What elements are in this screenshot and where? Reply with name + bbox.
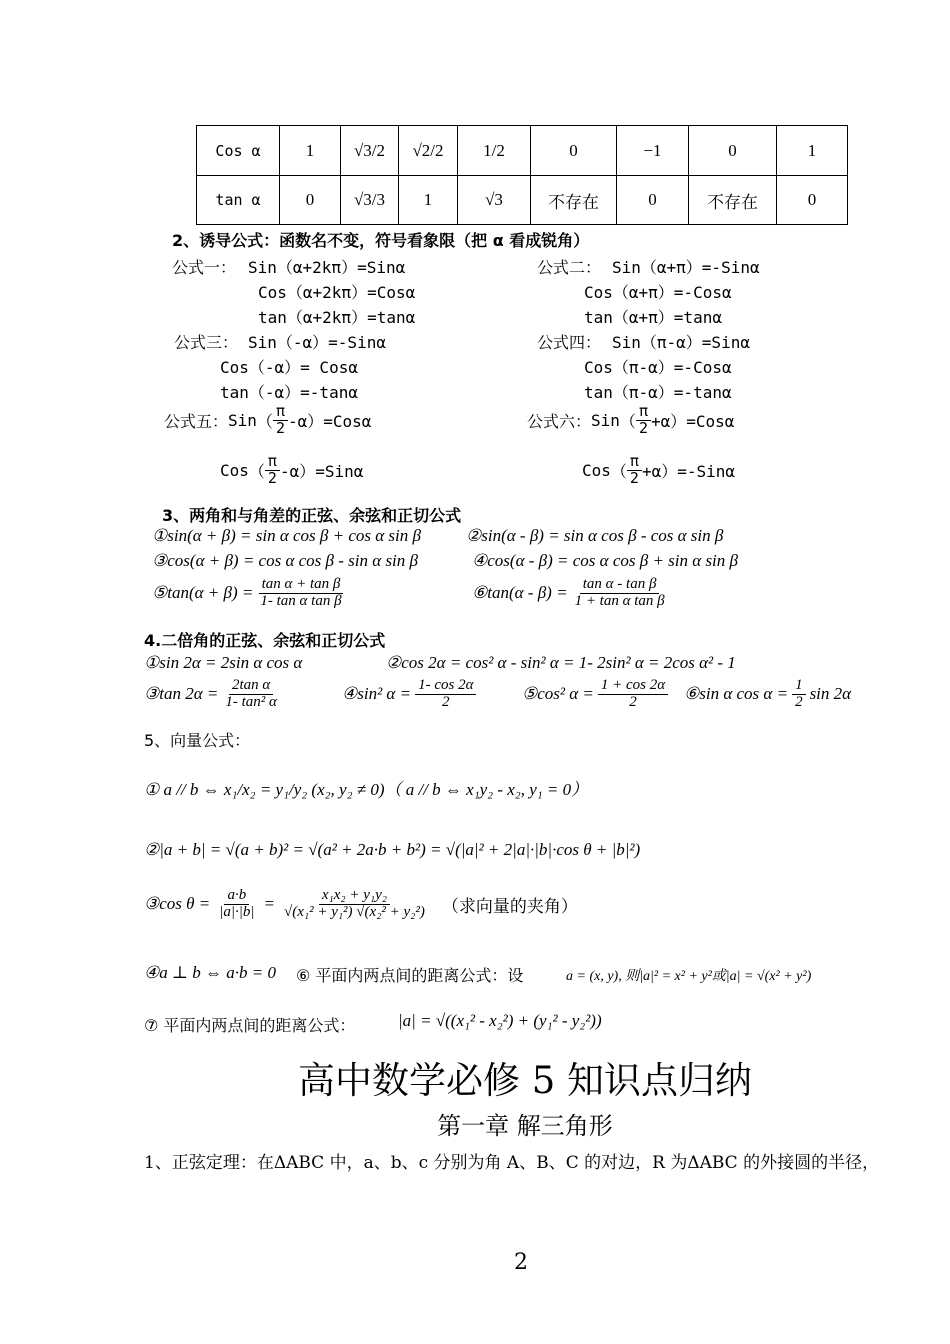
formula-line: ①sin 2α = 2sin α cos α [144, 653, 303, 672]
vector-formula: |a| = √((x₁² - x₂²) + (y₁² - y₂²)) [398, 1011, 602, 1030]
formula-line: ③cos(α + β) = cos α cos β - sin α sin β [152, 551, 418, 570]
formula-2-line: Cos（α+π）=-Cosα [584, 283, 732, 302]
formula-5-line: Cos （ $\frac{\pi}{2}$ -α）=Sinα [220, 452, 364, 487]
formula-6-line: Cos （ $\frac{\pi}{2}$ +α）=-Sinα [582, 452, 736, 487]
table-cell: 不存在 [531, 176, 617, 225]
table-cell: 不存在 [689, 176, 777, 225]
table-row [197, 176, 848, 225]
formula-line: ⑥sin α cos α = $\frac{1}{2}$ sin 2α [684, 677, 852, 710]
formula-line: ④cos(α - β) = cos α cos β + sin α sin β [472, 551, 738, 570]
document-title: 高中数学必修 5 知识点归纳 [297, 1059, 753, 1102]
table-cell: 0 [777, 176, 848, 225]
section2-heading: 2、诱导公式：函数名不变，符号看象限（把 α 看成锐角） [172, 231, 590, 250]
table-cell: 0 [280, 176, 341, 225]
section3-heading: 3、两角和与角差的正弦、余弦和正切公式 [162, 506, 462, 525]
formula-line: ②sin(α - β) = sin α cos β - cos α sin β [466, 526, 724, 545]
formula-line: ⑤tan(α + β) = $\frac{\text{tan α + tan β}}{\text{1- tan α tan β}}$ [152, 576, 342, 609]
vector-formula: ③cos θ = $\frac{a\cdot b}{|a|\cdot|b|}$ = $\frac{\text{x₁x₂ + y₁y₂}}{\text{√(x₁² + y₁²) √(x₂² + y₂²)}}$ （求向量的夹角） [144, 887, 578, 920]
formula-1-line: Cos（α+2kπ）=Cosα [258, 283, 416, 302]
formula-line: ⑥tan(α - β) = $\frac{\text{tan α - tan β}}{\text{1 + tan α tan β}}$ [472, 576, 665, 609]
formula-1-line: Sin（α+2kπ）=Sinα [248, 258, 406, 277]
table-cell: √3 [458, 176, 531, 225]
formula-line: ⑤cos² α = $\frac{1 + \cos 2\alpha}{2}$ [522, 678, 668, 711]
trig-value-table [196, 125, 848, 225]
page-number: 2 [514, 1250, 528, 1275]
formula-2-line: tan（α+π）=tanα [584, 308, 722, 327]
formula-4-line: Sin（π-α）=Sinα [612, 333, 750, 352]
formula-3-line: tan（-α）=-tanα [220, 383, 358, 402]
formula-2-line: Sin（α+π）=-Sinα [612, 258, 760, 277]
table-cell: √2/2 [399, 126, 458, 176]
table-cell: 0 [531, 126, 617, 176]
formula-5-line: 公式五： Sin （ $\frac{\pi}{2}$ -α）=Cosα [164, 402, 372, 437]
table-row [197, 126, 848, 176]
formula-line: ②cos 2α = cos² α - sin² α = 1- 2sin² α = 2cos α² - 1 [386, 653, 736, 672]
table-cell: 1/2 [458, 126, 531, 176]
table-cell: 0 [689, 126, 777, 176]
vector-formula: a = (x, y), 则|a|² = x² + y²或|a| = √(x² + y²) [566, 969, 812, 984]
formula-2-label: 公式二： [537, 258, 602, 277]
formula-3-label: 公式三： [174, 333, 239, 352]
table-cell: √3/2 [341, 126, 399, 176]
formula-3-line: Sin（-α）=-Sinα [248, 333, 386, 352]
formula-4-line: tan（π-α）=-tanα [584, 383, 732, 402]
formula-1-label: 公式一： [172, 258, 237, 277]
vector-formula: ① a // b ⇔ x₁/x₂ = y₁/y₂ (x₂, y₂ ≠ 0)（ a // b ⇔ x₁y₂ - x₂, y₁ = 0） [144, 780, 589, 799]
section4-heading: 4.二倍角的正弦、余弦和正切公式 [144, 631, 386, 650]
body-text: 1、正弦定理：在ΔABC 中，a、b、c 分别为角 A、B、C 的对边，R 为ΔABC 的外接圆的半径， [144, 1153, 880, 1173]
vector-formula-label: ⑥ 平面内两点间的距离公式：设 [296, 966, 524, 985]
formula-6-line: 公式六： Sin （ $\frac{\pi}{2}$ +α）=Cosα [527, 402, 735, 437]
formula-4-label: 公式四： [537, 333, 602, 352]
section5-heading: 5、向量公式： [144, 731, 251, 750]
formula-line: ③tan 2α = $\frac{\text{2tan α}}{\text{1- tan² α}}$ [144, 677, 277, 710]
formula-3-line: Cos（-α）= Cosα [220, 358, 358, 377]
formula-line: ①sin(α + β) = sin α cos β + cos α sin β [152, 526, 421, 545]
row-label: tan α [197, 176, 280, 225]
row-label: Cos α [197, 126, 280, 176]
formula-line: ④sin² α = $\frac{1- \cos 2\alpha}{2}$ [342, 678, 476, 711]
table-cell: 1 [399, 176, 458, 225]
formula-1-line: tan（α+2kπ）=tanα [258, 308, 416, 327]
vector-formula: ②|a + b| = √(a + b)² = √(a² + 2a·b + b²) = √(|a|² + 2|a|·|b|·cos θ + |b|²) [144, 840, 641, 859]
vector-formula-label: ⑦ 平面内两点间的距离公式： [144, 1016, 356, 1035]
chapter-title: 第一章 解三角形 [437, 1112, 613, 1140]
table-cell: 1 [777, 126, 848, 176]
table-cell: √3/3 [341, 176, 399, 225]
table-cell: −1 [617, 126, 689, 176]
formula-4-line: Cos（π-α）=-Cosα [584, 358, 732, 377]
table-cell: 1 [280, 126, 341, 176]
table-cell: 0 [617, 176, 689, 225]
vector-formula: ④a ⊥ b ⇔ a·b = 0 [144, 963, 276, 982]
